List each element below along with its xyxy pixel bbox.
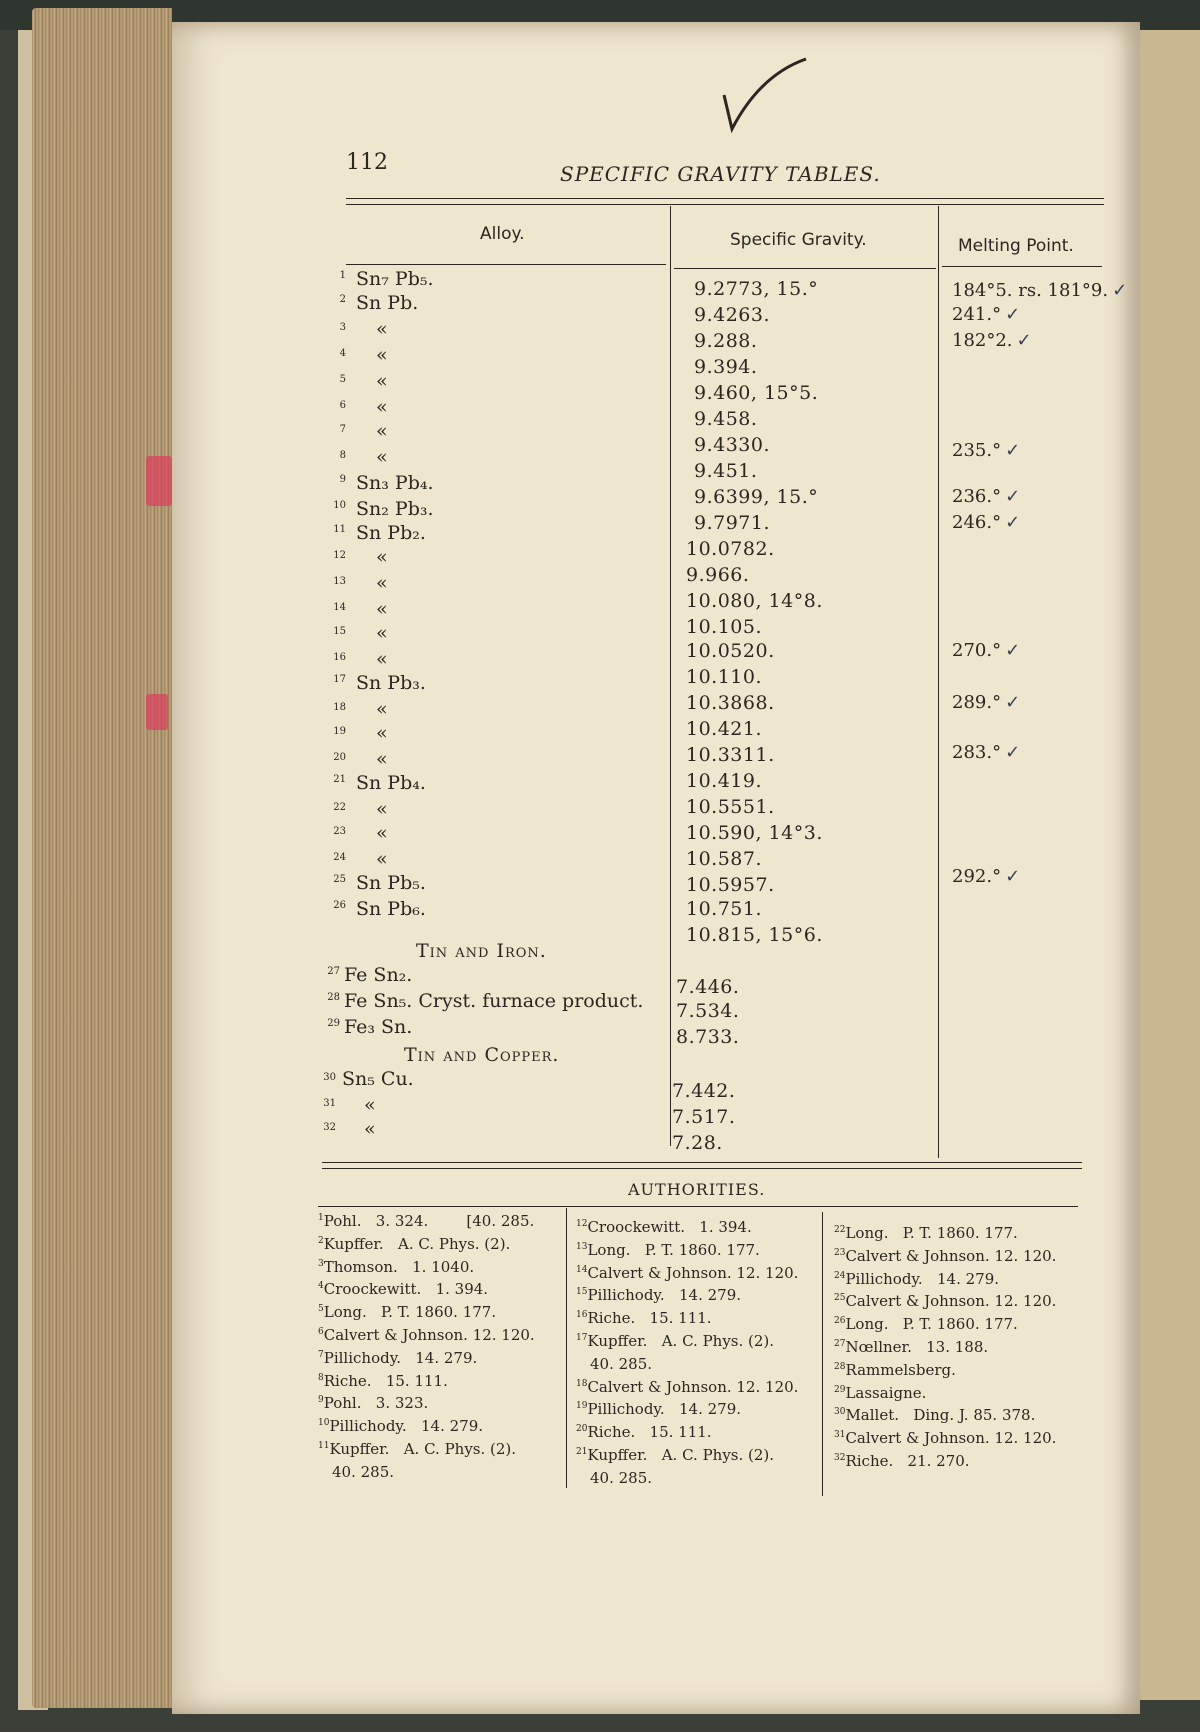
authority-number: 27 (834, 1339, 846, 1349)
authority-citation: Kupffer. A. C. Phys. (2). (323, 1234, 511, 1253)
authority-number: 15 (576, 1287, 588, 1298)
row-number: 12 (333, 550, 346, 561)
authority-citation: Long. P. T. 1860. 177. (587, 1240, 760, 1259)
alloy-formula: Fe Sn₂. (344, 964, 413, 986)
row-number: 27 (327, 966, 340, 977)
row-number: 8 (339, 450, 346, 461)
row-number: 25 (333, 874, 346, 885)
authority-number: 16 (576, 1310, 588, 1321)
melting-point-value (952, 692, 1020, 713)
authority-citation: Pohl. 3. 324. [40. 285. (323, 1212, 535, 1230)
row-number: 20 (333, 752, 346, 763)
column-header-melting-point: Melting Point. (958, 236, 1074, 256)
melting-point-text: 235.° (952, 440, 1002, 461)
row-number: 23 (333, 826, 346, 837)
row-number: 21 (333, 774, 346, 785)
authority-citation: Croockewitt. 1. 394. (323, 1280, 489, 1299)
authority-entry (834, 1247, 1056, 1265)
row-number: 14 (333, 602, 346, 613)
authority-number: 32 (834, 1453, 846, 1463)
authority-citation: Kupffer. A. C. Phys. (2). (587, 1446, 775, 1464)
authority-citation: 40. 285. (590, 1468, 653, 1487)
authority-number: 7 (318, 1349, 324, 1360)
melting-point-text: 182°2. (952, 330, 1013, 351)
authority-citation: Calvert & Johnson. 12. 120. (587, 1263, 799, 1282)
authority-entry (576, 1286, 741, 1304)
next-page-edge (1140, 30, 1200, 1700)
handwritten-checkmark-icon: ✓ (1005, 692, 1021, 713)
row-number: 13 (333, 576, 346, 587)
authority-citation: Calvert & Johnson. 12. 120. (587, 1377, 799, 1396)
specific-gravity-value: 10.110. (686, 666, 763, 688)
authority-number: 9 (318, 1395, 324, 1406)
row-number: 2 (339, 294, 346, 305)
alloy-formula: « (376, 446, 388, 468)
authority-number: 18 (576, 1378, 588, 1389)
melting-point-text: 184°5. rs. 181°9. (952, 280, 1109, 301)
alloy-formula: Sn Pb₆. (356, 898, 426, 920)
handwritten-checkmark-icon: ✓ (1005, 742, 1021, 763)
alloy-formula: « (376, 546, 388, 568)
column-divider (670, 206, 671, 1146)
authorities-divider (566, 1208, 567, 1488)
handwritten-checkmark-icon: ✓ (1005, 512, 1021, 533)
alloy-formula: « (376, 370, 388, 392)
authority-citation: Long. P. T. 1860. 177. (845, 1315, 1018, 1334)
authority-number: 14 (576, 1264, 588, 1275)
authority-citation: Pillichody. 14. 279. (329, 1417, 484, 1436)
handwritten-checkmark-icon: ✓ (1112, 280, 1128, 301)
authority-citation: Lassaigne. (845, 1383, 927, 1402)
authority-citation: Mallet. Ding. J. 85. 378. (845, 1406, 1036, 1425)
alloy-formula: « (364, 1094, 376, 1116)
red-ink-mark (146, 456, 172, 506)
row-number: 30 (323, 1072, 336, 1083)
authority-citation: Thomson. 1. 1040. (323, 1257, 475, 1276)
melting-point-value (952, 304, 1020, 325)
specific-gravity-value: 7.446. (676, 976, 740, 998)
alloy-formula: Fe Sn₅. Cryst. furnace product. (344, 990, 644, 1012)
row-number: 5 (339, 374, 346, 385)
authority-citation: Pohl. 3. 323. (323, 1394, 429, 1413)
row-number: 17 (333, 674, 346, 685)
authority-citation: Long. P. T. 1860. 177. (323, 1303, 497, 1322)
authority-entry (834, 1338, 988, 1356)
melting-point-text: 289.° (952, 692, 1002, 713)
alloy-formula: Sn Pb₃. (356, 672, 426, 694)
handwritten-checkmark-icon: ✓ (1016, 330, 1032, 351)
section-heading-text: Tin and Copper. (404, 1044, 560, 1066)
authority-number: 5 (318, 1304, 324, 1315)
section-heading-tin-copper (404, 1044, 559, 1066)
column-divider (938, 206, 939, 1158)
specific-gravity-value: 9.966. (686, 564, 750, 586)
authority-entry (576, 1241, 760, 1259)
authority-entry (576, 1264, 798, 1282)
alloy-formula: « (376, 748, 388, 770)
handwritten-checkmark-icon: ✓ (1005, 486, 1021, 507)
authority-number: 19 (576, 1401, 588, 1412)
authority-number: 1 (318, 1213, 324, 1223)
authority-entry (318, 1372, 448, 1390)
melting-point-value (952, 512, 1020, 533)
alloy-formula: « (376, 622, 388, 644)
row-number: 19 (333, 726, 346, 737)
authority-entry (576, 1400, 741, 1418)
row-number: 31 (323, 1098, 336, 1109)
authority-citation: Croockewitt. 1. 394. (587, 1218, 752, 1236)
alloy-formula: « (376, 722, 388, 744)
row-number: 4 (339, 348, 346, 359)
row-number: 11 (333, 524, 346, 535)
row-number: 18 (333, 702, 346, 713)
alloy-formula: « (376, 344, 388, 366)
alloy-formula: « (376, 698, 388, 720)
section-heading-text: Tin and Iron. (416, 940, 547, 962)
table-bottom-rule (322, 1168, 1082, 1169)
authority-entry (318, 1349, 477, 1367)
specific-gravity-value: 8.733. (676, 1026, 740, 1048)
authority-number: 12 (576, 1219, 588, 1229)
authority-citation: Nœllner. 13. 188. (845, 1338, 989, 1356)
authority-citation: Long. P. T. 1860. 177. (845, 1224, 1018, 1242)
alloy-formula: « (376, 648, 388, 670)
specific-gravity-value: 10.3311. (686, 744, 775, 766)
column-header-alloy: Alloy. (480, 224, 525, 244)
melting-point-value (952, 440, 1020, 461)
page-number: 112 (346, 150, 388, 175)
authority-entry (318, 1235, 510, 1253)
row-number: 7 (339, 424, 346, 435)
red-ink-mark (146, 694, 168, 730)
authority-number: 28 (834, 1361, 846, 1372)
handwritten-checkmark-icon (720, 55, 810, 135)
row-number: 10 (333, 500, 346, 511)
row-number: 29 (327, 1018, 340, 1029)
specific-gravity-value: 10.105. (686, 616, 763, 638)
row-number: 9 (339, 474, 346, 485)
authority-citation: Calvert & Johnson. 12. 120. (845, 1292, 1057, 1311)
authority-number: 24 (834, 1270, 846, 1281)
specific-gravity-value: 9.2773, 15.° (694, 278, 819, 300)
authority-entry (576, 1309, 712, 1327)
authority-entry (834, 1224, 1018, 1242)
row-number: 28 (327, 992, 340, 1003)
table-top-rule (346, 204, 1104, 205)
authority-entry (834, 1270, 999, 1288)
running-title: SPECIFIC GRAVITY TABLES. (560, 162, 881, 186)
authority-number: 21 (576, 1447, 588, 1457)
authority-citation: Kupffer. A. C. Phys. (2). (329, 1440, 517, 1458)
alloy-formula: Sn Pb₂. (356, 522, 426, 544)
authority-entry (576, 1423, 712, 1441)
specific-gravity-value: 7.517. (672, 1106, 736, 1128)
header-rule (942, 266, 1102, 267)
alloy-formula: Sn Pb₅. (356, 872, 426, 894)
specific-gravity-value: 10.0782. (686, 538, 775, 560)
authority-citation: Riche. 21. 270. (845, 1452, 970, 1470)
specific-gravity-value: 9.288. (694, 330, 758, 352)
authority-citation: Kupffer. A. C. Phys. (2). (587, 1332, 775, 1350)
authority-number: 10 (318, 1418, 330, 1429)
authority-entry (318, 1326, 535, 1344)
authority-entry (834, 1384, 926, 1402)
authority-citation: 40. 285. (332, 1462, 395, 1481)
handwritten-checkmark-icon: ✓ (1005, 304, 1021, 325)
authority-entry (318, 1394, 428, 1412)
authority-number: 31 (834, 1430, 846, 1441)
authority-entry (576, 1446, 774, 1464)
authority-entry (318, 1258, 474, 1276)
melting-point-text: 246.° (952, 512, 1002, 533)
alloy-formula: « (376, 598, 388, 620)
handwritten-checkmark-icon: ✓ (1005, 866, 1021, 887)
authority-citation: 40. 285. (590, 1354, 653, 1373)
specific-gravity-value: 10.751. (686, 898, 763, 920)
authority-number: 3 (318, 1258, 324, 1269)
specific-gravity-value: 9.6399, 15.° (694, 486, 819, 508)
specific-gravity-value: 10.587. (686, 848, 763, 870)
alloy-formula: « (376, 318, 388, 340)
authority-entry (318, 1212, 534, 1230)
row-number: 1 (339, 270, 346, 281)
alloy-formula: Sn Pb₄. (356, 772, 426, 794)
melting-point-text: 270.° (952, 640, 1002, 661)
column-header-specific-gravity: Specific Gravity. (730, 230, 867, 250)
authority-entry (576, 1469, 652, 1487)
row-number: 6 (339, 400, 346, 411)
authority-entry (318, 1417, 483, 1435)
authority-entry (834, 1292, 1056, 1310)
authority-number: 22 (834, 1225, 846, 1235)
specific-gravity-value: 10.080, 14°8. (686, 590, 823, 612)
authority-entry (576, 1218, 752, 1236)
authority-entry (834, 1452, 970, 1470)
specific-gravity-value: 10.5957. (686, 874, 775, 896)
alloy-formula: Sn₇ Pb₅. (356, 268, 434, 290)
row-number: 16 (333, 652, 346, 663)
melting-point-value (952, 640, 1020, 661)
header-rule (674, 268, 936, 269)
authority-citation: Pillichody. 14. 279. (845, 1269, 1000, 1288)
specific-gravity-value: 10.5551. (686, 796, 775, 818)
row-number: 24 (333, 852, 346, 863)
specific-gravity-value: 9.4330. (694, 434, 771, 456)
authority-citation: Pillichody. 14. 279. (587, 1286, 742, 1305)
authority-entry (318, 1463, 394, 1481)
specific-gravity-value: 9.4263. (694, 304, 771, 326)
specific-gravity-value: 9.394. (694, 356, 758, 378)
row-number: 3 (339, 322, 346, 333)
authority-citation: Rammelsberg. (845, 1360, 956, 1379)
row-number: 22 (333, 802, 346, 813)
alloy-formula: « (376, 572, 388, 594)
specific-gravity-value: 9.7971. (694, 512, 771, 534)
authority-entry (834, 1361, 956, 1379)
authority-citation: Pillichody. 14. 279. (587, 1400, 742, 1419)
authority-number: 6 (318, 1327, 324, 1337)
melting-point-text: 283.° (952, 742, 1002, 763)
melting-point-value (952, 742, 1020, 763)
authority-citation: Riche. 15. 111. (323, 1371, 448, 1390)
specific-gravity-value: 9.458. (694, 408, 758, 430)
authority-entry (576, 1378, 798, 1396)
specific-gravity-value: 7.28. (672, 1132, 723, 1154)
authority-number: 13 (576, 1241, 588, 1252)
authority-entry (576, 1332, 774, 1350)
specific-gravity-value: 10.590, 14°3. (686, 822, 823, 844)
specific-gravity-value: 10.0520. (686, 640, 775, 662)
row-number: 26 (333, 900, 346, 911)
specific-gravity-value: 9.451. (694, 460, 758, 482)
specific-gravity-value: 10.3868. (686, 692, 775, 714)
authorities-title: AUTHORITIES. (628, 1180, 766, 1199)
authority-number: 30 (834, 1407, 846, 1418)
specific-gravity-value: 10.419. (686, 770, 763, 792)
melting-point-value (952, 486, 1020, 507)
authority-entry (318, 1303, 496, 1321)
alloy-formula: « (364, 1118, 376, 1140)
alloy-formula: « (376, 798, 388, 820)
specific-gravity-value: 10.815, 15°6. (686, 924, 823, 946)
authority-entry (318, 1440, 516, 1458)
melting-point-value (952, 280, 1127, 301)
authority-citation: Pillichody. 14. 279. (323, 1348, 478, 1367)
alloy-formula: Sn₂ Pb₃. (356, 498, 434, 520)
header-rule (346, 264, 666, 265)
melting-point-value (952, 330, 1032, 351)
specific-gravity-value: 10.421. (686, 718, 763, 740)
table-top-rule (346, 198, 1104, 199)
authority-entry (834, 1315, 1018, 1333)
handwritten-checkmark-icon: ✓ (1005, 640, 1021, 661)
handwritten-checkmark-icon: ✓ (1005, 440, 1021, 461)
authority-citation: Calvert & Johnson. 12. 120. (845, 1429, 1057, 1448)
alloy-formula: « (376, 420, 388, 442)
melting-point-text: 292.° (952, 866, 1002, 887)
authority-number: 17 (576, 1333, 588, 1343)
authorities-rule (318, 1206, 1078, 1207)
melting-point-text: 236.° (952, 486, 1002, 507)
authority-number: 11 (318, 1441, 330, 1451)
alloy-formula: « (376, 848, 388, 870)
authority-number: 23 (834, 1247, 846, 1258)
authority-entry (834, 1406, 1035, 1424)
authority-citation: Calvert & Johnson. 12. 120. (845, 1246, 1057, 1265)
alloy-formula: Fe₃ Sn. (344, 1016, 413, 1038)
authority-number: 29 (834, 1384, 846, 1395)
section-heading-tin-iron (416, 940, 547, 962)
authorities-divider (822, 1212, 823, 1496)
specific-gravity-value: 7.442. (672, 1080, 736, 1102)
authority-number: 2 (318, 1235, 324, 1246)
authority-number: 20 (576, 1424, 588, 1435)
authority-number: 8 (318, 1372, 324, 1383)
row-number: 15 (333, 626, 346, 637)
authority-citation: Riche. 15. 111. (587, 1423, 712, 1442)
authority-citation: Calvert & Johnson. 12. 120. (323, 1326, 535, 1344)
melting-point-text: 241.° (952, 304, 1002, 325)
authority-entry (834, 1429, 1056, 1447)
alloy-formula: « (376, 396, 388, 418)
authority-number: 26 (834, 1316, 846, 1327)
authority-citation: Riche. 15. 111. (587, 1309, 712, 1328)
authority-entry (318, 1280, 488, 1298)
alloy-formula: « (376, 822, 388, 844)
row-number: 32 (323, 1122, 336, 1133)
page-edges (32, 8, 172, 1708)
authority-number: 25 (834, 1293, 846, 1304)
melting-point-value (952, 866, 1020, 887)
alloy-formula: Sn Pb. (356, 292, 419, 314)
specific-gravity-value: 7.534. (676, 1000, 740, 1022)
authority-entry (576, 1355, 652, 1373)
alloy-formula: Sn₃ Pb₄. (356, 472, 434, 494)
specific-gravity-value: 9.460, 15°5. (694, 382, 819, 404)
table-bottom-rule (322, 1162, 1082, 1163)
alloy-formula: Sn₅ Cu. (342, 1068, 414, 1090)
authority-number: 4 (318, 1281, 324, 1292)
